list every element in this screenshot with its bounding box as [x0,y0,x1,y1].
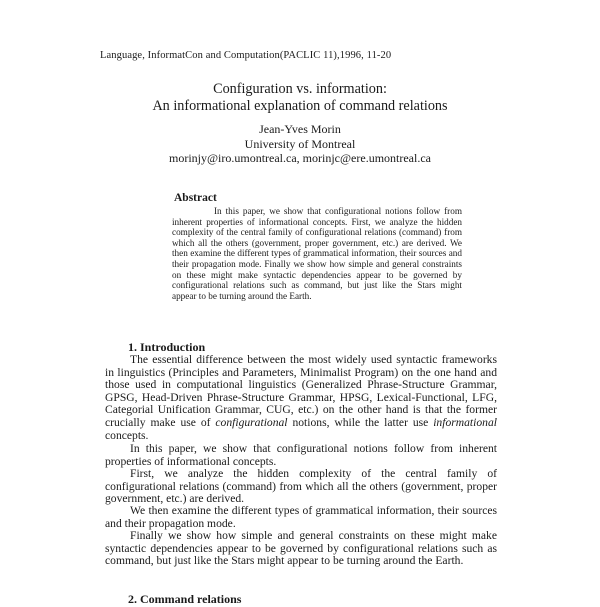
author-emails: morinjy@iro.umontreal.ca, morinjc@ere.umontreal.ca [168,151,431,165]
intro-paragraph-1 [105,354,497,442]
paper-title-line2: An informational explanation of command relations [152,98,448,114]
intro-p1-text-b: notions, while the latter use [292,415,429,429]
intro-p1-emphasis-configurational: configurational [215,415,288,429]
abstract-heading: Abstract [174,192,217,204]
intro-p1-emphasis-informational: informational [433,415,497,429]
paper-title-line1: Configuration vs. information: [213,81,387,97]
intro-paragraph-5: Finally we show how simple and general constraints on these might make syntactic dependencies appear to be governed by configurational relations such as command, but just like the Stars might appear to be turning around the Earth. [105,529,497,568]
intro-paragraph-4: We then examine the different types of grammatical information, their sources and their propagation mode. [105,504,497,530]
intro-p1-text-c: concepts. [105,428,149,442]
citation-header: Language, InformatCon and Computation(PACLIC 11),1996, 11-20 [100,50,392,61]
section-heading-command-relations: 2. Command relations [128,592,242,606]
section-heading-introduction: 1. Introduction [128,340,206,354]
abstract-text: In this paper, we show that configurational notions follow from inherent properties of informational concepts. First, we analyze the hidden complexity of the central family of configurational relations (command) from which all the others (government, proper government, etc.) are derived. We then examine the different types of grammatical information, their sources and their propagation mode. Finally we show how simple and general constraints on these might make syntactic dependencies appear to be governed by configurational relations such as command, but just like the Stars might appear to be turning around the Earth. [172,206,462,301]
intro-paragraph-2: In this paper, we show that configurational notions follow from inherent properties of informational concepts. [105,442,497,468]
intro-p1-text-a: The essential difference between the most widely used syntactic frameworks in linguistics (Principles and Parameters, Minimalist Program) on the one hand and those used in computational linguistics (Generalized Phrase-Structure Grammar, GPSG, Head-Driven Phrase-Structure Grammar, HPSG, Lexical-Functional, LFG, Categorial Unification Grammar, CUG, etc.) on the other hand is that the former crucially make use of [105,353,497,429]
intro-paragraph-3: First, we analyze the hidden complexity of the central family of configurational relations (command) from which all the others (government, proper government, etc.) are derived. [105,467,497,506]
author-name: Jean-Yves Morin [259,122,341,136]
author-affiliation: University of Montreal [244,137,356,151]
